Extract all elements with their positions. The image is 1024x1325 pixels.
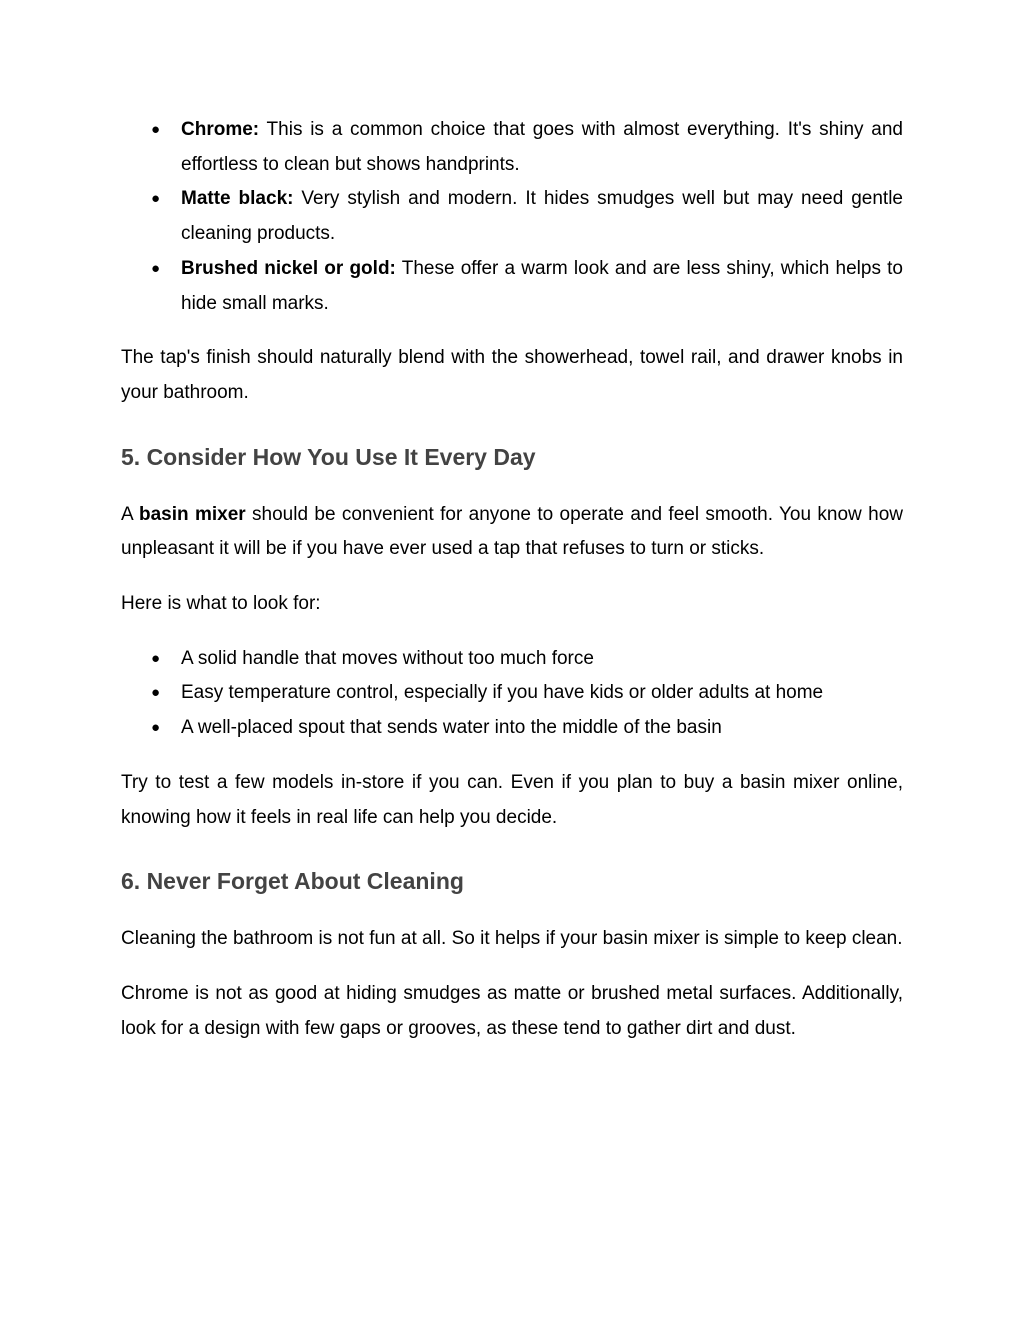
list-item-term: Matte black: [181, 188, 294, 210]
section-5-paragraph-2: Here is what to look for: [121, 593, 321, 615]
section-5-heading: 5. Consider How You Use It Every Day [121, 443, 536, 470]
finish-options-list [121, 113, 903, 321]
list-item [121, 182, 903, 251]
document-page [121, 113, 903, 1046]
section-5-paragraph-1 [121, 498, 903, 567]
list-item-text: A well-placed spout that sends water into the middle of the basin [181, 717, 722, 739]
list-item [121, 676, 903, 711]
list-item [121, 252, 903, 321]
section-6-heading: 6. Never Forget About Cleaning [121, 868, 464, 895]
section-6-paragraph-2: Chrome is not as good at hiding smudges as matte or brushed metal surfaces. Additionally, look for a design with few gaps or grooves, as these tend to gather dirt and dust. [121, 982, 903, 1039]
list-item-text: Easy temperature control, especially if you have kids or older adults at home [181, 682, 824, 704]
bullet-icon: ● [151, 259, 161, 277]
bullet-icon: ● [151, 190, 161, 208]
basin-mixer-term: basin mixer [138, 503, 246, 525]
finish-paragraph: The tap's finish should naturally blend with the showerhead, towel rail, and drawer knobs in your bathroom. [121, 347, 903, 403]
paragraph-text: should be convenient for anyone to operate and feel smooth. You know how unpleasant it will be if you have ever used a tap that refuses to turn or sticks. [121, 503, 903, 560]
section-6-paragraph-1: Cleaning the bathroom is not fun at all. So it helps if your basin mixer is simple to keep clean. [121, 928, 903, 950]
list-item-text: A solid handle that moves without too much force [181, 647, 594, 669]
bullet-icon: ● [151, 684, 161, 702]
list-item [121, 642, 903, 677]
paragraph-text: A [121, 503, 139, 525]
bullet-icon: ● [151, 649, 161, 667]
list-item-text: These offer a warm look and are less shiny, which helps to hide small marks. [181, 257, 903, 314]
list-item-text: This is a common choice that goes with almost everything. It's shiny and effortless to clean but shows handprints. [181, 119, 903, 175]
list-item-term: Chrome: [181, 119, 260, 140]
look-for-list [121, 642, 903, 746]
list-item [121, 711, 903, 746]
list-item-text: Very stylish and modern. It hides smudges well but may need gentle cleaning products. [181, 188, 904, 245]
list-item [121, 113, 903, 182]
bullet-icon: ● [151, 719, 161, 737]
bullet-icon: ● [151, 121, 161, 138]
list-item-term: Brushed nickel or gold: [181, 257, 396, 279]
section-5-paragraph-3: Try to test a few models in-store if you can. Even if you plan to buy a basin mixer online, knowing how it feels in real life can help you decide. [121, 771, 903, 828]
